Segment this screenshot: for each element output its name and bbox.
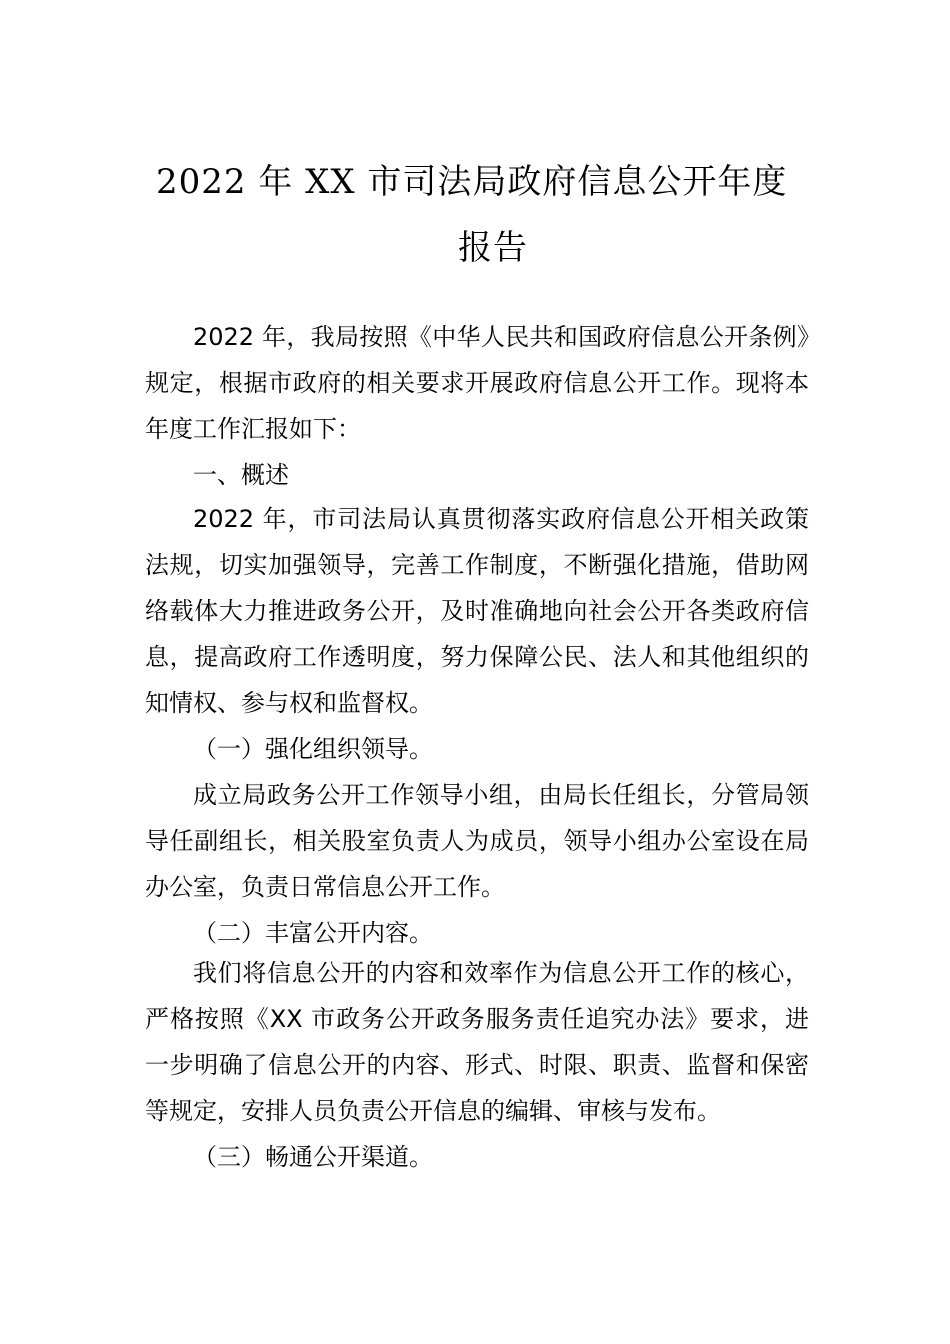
- content-paragraph: 我们将信息公开的内容和效率作为信息公开工作的核心，严格按照《XX 市政务公开政务服务责任追究办法》要求，进一步明确了信息公开的内容、形式、时限、职责、监督和保密等规定，安排人员负责公开信息的编辑、审核与发布。: [145, 959, 809, 1125]
- overview-paragraph: 2022 年，市司法局认真贯彻落实政府信息公开相关政策法规，切实加强领导，完善工作制度，不断强化措施，借助网络载体大力推进政务公开，及时准确地向社会公开各类政府信息，提高政府工作透明度，努力保障公民、法人和其他组织的知情权、参与权和监督权。: [145, 505, 809, 717]
- section-heading-overview: 一、概述: [193, 461, 289, 489]
- document-title-line1: 2022 年 XX 市司法局政府信息公开年度: [156, 162, 788, 202]
- overview-block: [145, 496, 809, 772]
- content-block: [145, 950, 809, 1180]
- intro-block: [145, 314, 809, 498]
- subheading-channels: （三）畅通公开渠道。: [193, 1143, 433, 1171]
- subheading-content: （二）丰富公开内容。: [193, 919, 433, 947]
- intro-paragraph: 2022 年，我局按照《中华人民共和国政府信息公开条例》规定，根据市政府的相关要求开展政府信息公开工作。现将本年度工作汇报如下：: [145, 323, 809, 443]
- leadership-block: [145, 772, 809, 956]
- leadership-paragraph: 成立局政务公开工作领导小组，由局长任组长，分管局领导任副组长，相关股室负责人为成员，领导小组办公室设在局办公室，负责日常信息公开工作。: [145, 781, 809, 901]
- subheading-leadership: （一）强化组织领导。: [193, 735, 433, 763]
- document-title-line2: 报告: [458, 228, 528, 268]
